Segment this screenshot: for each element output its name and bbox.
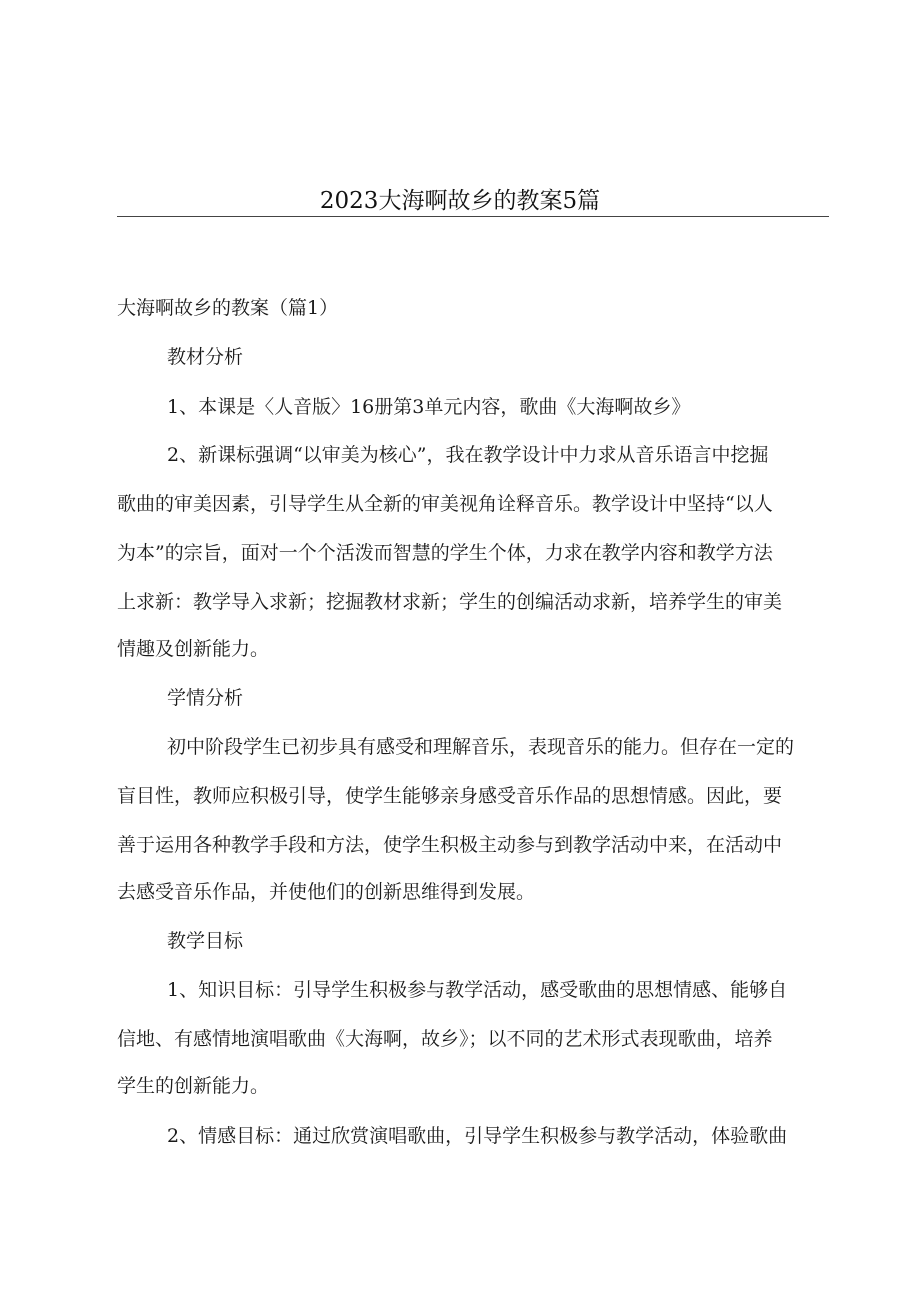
student-para-line-3: 善于运用各种教学手段和方法，使学生积极主动参与到教学活动中来，在活动中 xyxy=(117,834,783,856)
goal2-line-1: 2、情感目标：通过欣赏演唱歌曲，引导学生积极参与教学活动，体验歌曲 xyxy=(167,1125,788,1147)
heading-material-analysis: 教材分析 xyxy=(167,346,244,368)
goal1-line-2: 信地、有感情地演唱歌曲《大海啊，故乡》；以不同的艺术形式表现歌曲，培养 xyxy=(117,1028,773,1050)
goal1-line-3: 学生的创新能力。 xyxy=(117,1075,270,1097)
title-underline xyxy=(117,216,829,217)
material-para-line-4: 情趣及创新能力。 xyxy=(117,638,270,660)
student-para-line-1: 初中阶段学生已初步具有感受和理解音乐，表现音乐的能力。但存在一定的 xyxy=(167,736,795,758)
section-title: 大海啊故乡的教案（篇1） xyxy=(117,297,339,319)
document-title: 2023大海啊故乡的教案5篇 xyxy=(319,188,601,214)
material-item-2: 2、新课标强调“以审美为核心”，我在教学设计中力求从音乐语言中挖掘 xyxy=(167,444,769,466)
material-para-line-3: 上求新：教学导入求新；挖掘教材求新；学生的创编活动求新，培养学生的审美 xyxy=(117,591,783,613)
material-para-line-1: 歌曲的审美因素，引导学生从全新的审美视角诠释音乐。教学设计中坚持“以人 xyxy=(117,493,773,515)
material-item-1: 1、本课是〈人音版〉16册第3单元内容，歌曲《大海啊故乡》 xyxy=(167,396,691,418)
material-para-line-2: 为本”的宗旨，面对一个个活泼而智慧的学生个体，力求在教学内容和教学方法 xyxy=(117,542,773,564)
goal1-line-1: 1、知识目标：引导学生积极参与教学活动，感受歌曲的思想情感、能够自 xyxy=(167,979,788,1001)
student-para-line-4: 去感受音乐作品，并使他们的创新思维得到发展。 xyxy=(117,881,536,903)
heading-student-analysis: 学情分析 xyxy=(167,687,244,709)
student-para-line-2: 盲目性，教师应积极引导，使学生能够亲身感受音乐作品的思想情感。因此，要 xyxy=(117,785,783,807)
heading-teaching-goals: 教学目标 xyxy=(167,930,244,952)
